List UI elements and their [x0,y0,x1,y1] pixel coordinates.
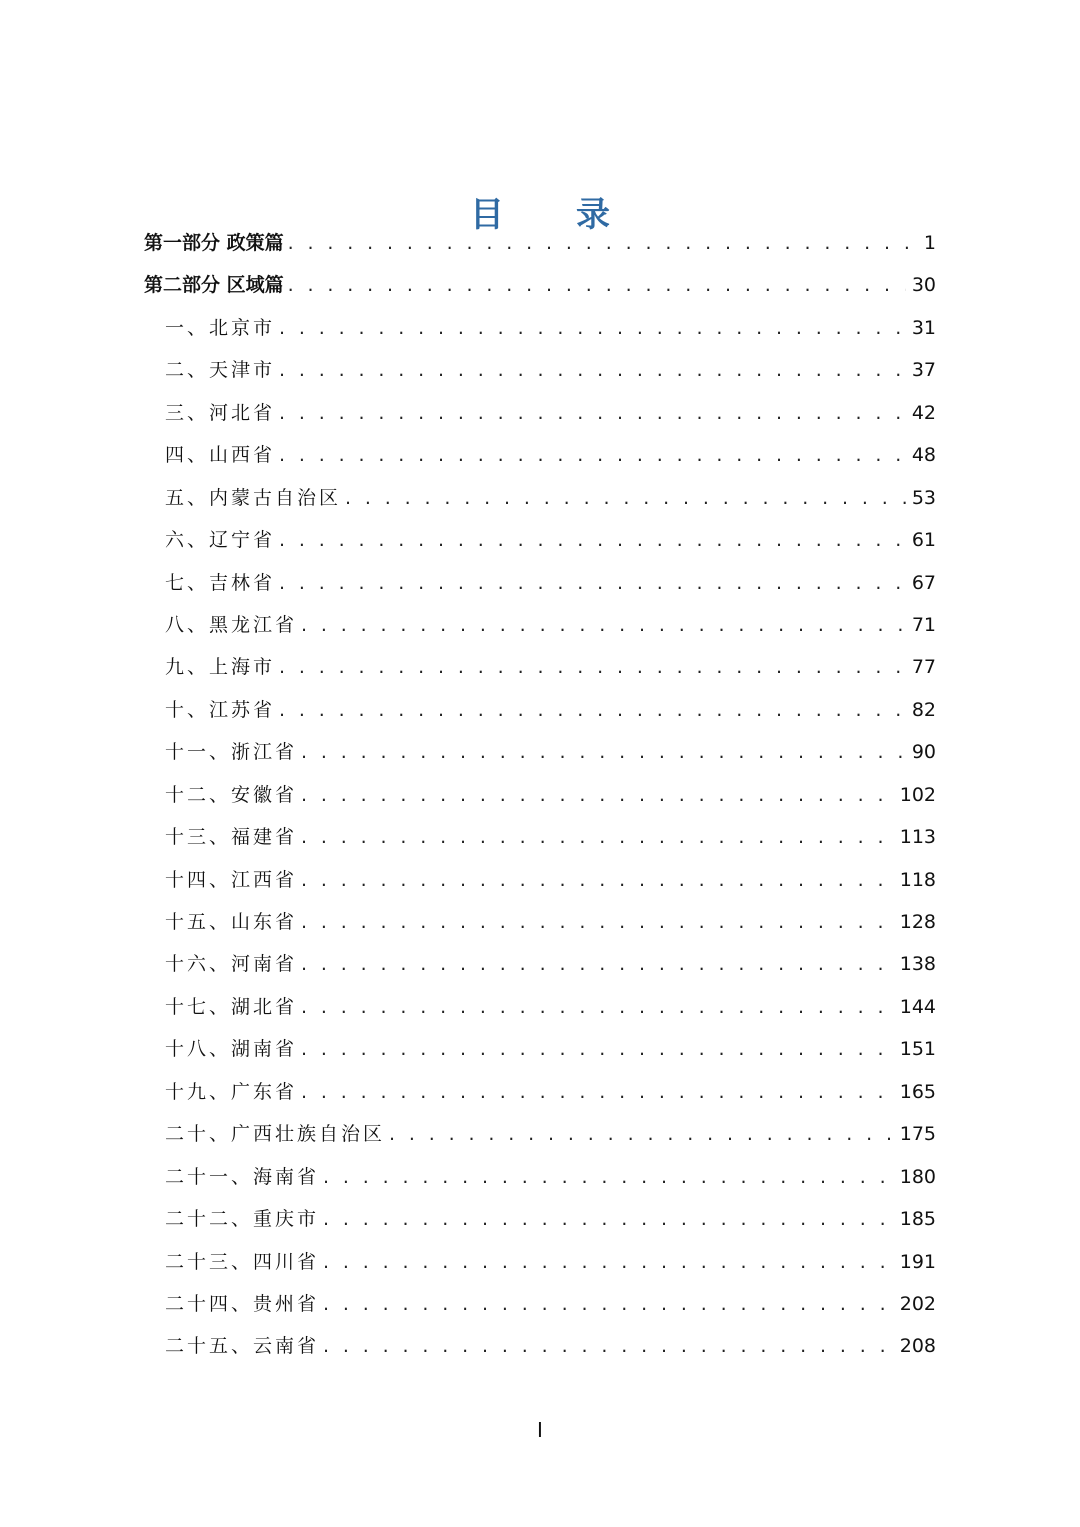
toc-entry-label: 五、内蒙古自治区 [165,486,342,509]
toc-dot-leader [323,1325,894,1367]
toc-subsection-entry[interactable] [144,689,936,731]
toc-entry-label: 八、黑龙江省 [165,613,298,636]
toc-dot-leader [279,307,906,349]
toc-subsection-entry[interactable] [144,604,936,646]
toc-entry-page-number: 165 [899,1080,936,1103]
toc-dot-leader [323,1241,894,1283]
toc-dot-leader [301,816,894,858]
toc-entry-page-number: 102 [899,783,936,806]
toc-subsection-entry[interactable] [144,1325,936,1367]
toc-subsection-entry[interactable] [144,859,936,901]
toc-entry-page-number: 175 [899,1123,936,1146]
toc-dot-leader [288,264,906,306]
toc-entry-page-number: 151 [899,1038,936,1061]
toc-entry-page-number: 48 [911,444,936,467]
toc-dot-leader [279,434,906,476]
toc-entry-label: 十九、广东省 [165,1080,298,1103]
toc-entry-label: 二十、广西壮族自治区 [165,1123,386,1146]
toc-dot-leader [301,1071,894,1113]
toc-entry-page-number: 31 [911,316,936,339]
toc-section-entry[interactable] [144,264,936,306]
toc-dot-leader [279,519,906,561]
toc-entry-label: 六、辽宁省 [165,529,276,552]
toc-list [144,222,936,1368]
toc-dot-leader [301,901,894,943]
toc-entry-page-number: 191 [899,1250,936,1273]
toc-dot-leader [301,943,894,985]
toc-dot-leader [288,222,908,264]
toc-entry-page-number: 208 [899,1335,936,1358]
toc-entry-label: 七、吉林省 [165,571,276,594]
toc-entry-label: 十二、安徽省 [165,783,298,806]
toc-entry-label: 十五、山东省 [165,911,298,933]
toc-dot-leader [301,774,894,816]
toc-dot-leader [301,986,894,1028]
toc-dot-leader [323,1198,894,1240]
toc-subsection-entry[interactable] [144,646,936,688]
toc-subsection-entry[interactable] [144,562,936,604]
toc-title-char-1: 目 [470,194,504,235]
toc-entry-label: 十一、浙江省 [165,741,298,764]
toc-entry-page-number: 1 [923,232,936,254]
toc-dot-leader [389,1113,894,1155]
toc-subsection-entry[interactable] [144,901,936,943]
toc-subsection-entry[interactable] [144,816,936,858]
toc-subsection-entry[interactable] [144,349,936,391]
toc-subsection-entry[interactable] [144,519,936,561]
page-number: I [537,1418,543,1442]
toc-entry-page-number: 61 [911,529,936,552]
toc-dot-leader [345,477,906,519]
toc-entry-label: 第二部分 区域篇 [144,274,284,297]
toc-subsection-entry[interactable] [144,943,936,985]
toc-entry-page-number: 67 [911,571,936,594]
toc-entry-page-number: 180 [899,1165,936,1188]
toc-subsection-entry[interactable] [144,1028,936,1070]
toc-subsection-entry[interactable] [144,307,936,349]
toc-dot-leader [301,604,906,646]
toc-entry-page-number: 77 [911,656,936,679]
toc-entry-page-number: 30 [911,274,936,297]
toc-entry-label: 四、山西省 [165,444,276,467]
toc-entry-page-number: 42 [911,401,936,424]
toc-subsection-entry[interactable] [144,986,936,1028]
toc-subsection-entry[interactable] [144,477,936,519]
toc-dot-leader [279,689,906,731]
toc-subsection-entry[interactable] [144,1071,936,1113]
toc-entry-label: 十六、河南省 [165,953,298,976]
toc-entry-label: 九、上海市 [165,656,276,679]
toc-subsection-entry[interactable] [144,434,936,476]
toc-entry-label: 十三、福建省 [165,826,298,849]
toc-subsection-entry[interactable] [144,731,936,773]
toc-dot-leader [323,1283,894,1325]
toc-subsection-entry[interactable] [144,1283,936,1325]
toc-entry-label: 十七、湖北省 [165,995,298,1018]
toc-entry-page-number: 185 [899,1208,936,1231]
toc-entry-label: 十八、湖南省 [165,1038,298,1061]
toc-entry-label: 第一部分 政策篇 [144,232,284,254]
toc-subsection-entry[interactable] [144,774,936,816]
toc-entry-page-number: 71 [911,613,936,636]
toc-entry-page-number: 202 [899,1292,936,1315]
toc-dot-leader [279,646,906,688]
toc-entry-page-number: 128 [899,911,936,933]
toc-entry-label: 三、河北省 [165,401,276,424]
toc-dot-leader [323,1156,894,1198]
toc-title-char-2: 录 [576,194,610,235]
toc-entry-page-number: 53 [911,486,936,509]
toc-entry-label: 一、北京市 [165,316,276,339]
toc-entry-label: 二十四、贵州省 [165,1292,320,1315]
toc-dot-leader [301,731,906,773]
toc-subsection-entry[interactable] [144,1156,936,1198]
toc-entry-label: 二十二、重庆市 [165,1208,320,1231]
toc-entry-label: 二、天津市 [165,359,276,382]
toc-subsection-entry[interactable] [144,1113,936,1155]
toc-dot-leader [279,349,906,391]
toc-entry-label: 二十三、四川省 [165,1250,320,1273]
toc-entry-page-number: 118 [899,868,936,891]
toc-entry-page-number: 113 [899,826,936,849]
toc-entry-label: 十四、江西省 [165,868,298,891]
toc-dot-leader [301,1028,894,1070]
toc-subsection-entry[interactable] [144,1198,936,1240]
toc-entry-page-number: 144 [899,995,936,1018]
toc-subsection-entry[interactable] [144,392,936,434]
toc-entry-label: 十、江苏省 [165,698,276,721]
toc-section-entry[interactable] [144,222,936,264]
toc-dot-leader [301,859,894,901]
toc-dot-leader [279,562,906,604]
toc-entry-page-number: 37 [911,359,936,382]
toc-subsection-entry[interactable] [144,1241,936,1283]
toc-dot-leader [279,392,906,434]
toc-entry-page-number: 82 [911,698,936,721]
toc-entry-label: 二十五、云南省 [165,1335,320,1358]
toc-entry-label: 二十一、海南省 [165,1165,320,1188]
toc-entry-page-number: 138 [899,953,936,976]
toc-entry-page-number: 90 [911,741,936,764]
